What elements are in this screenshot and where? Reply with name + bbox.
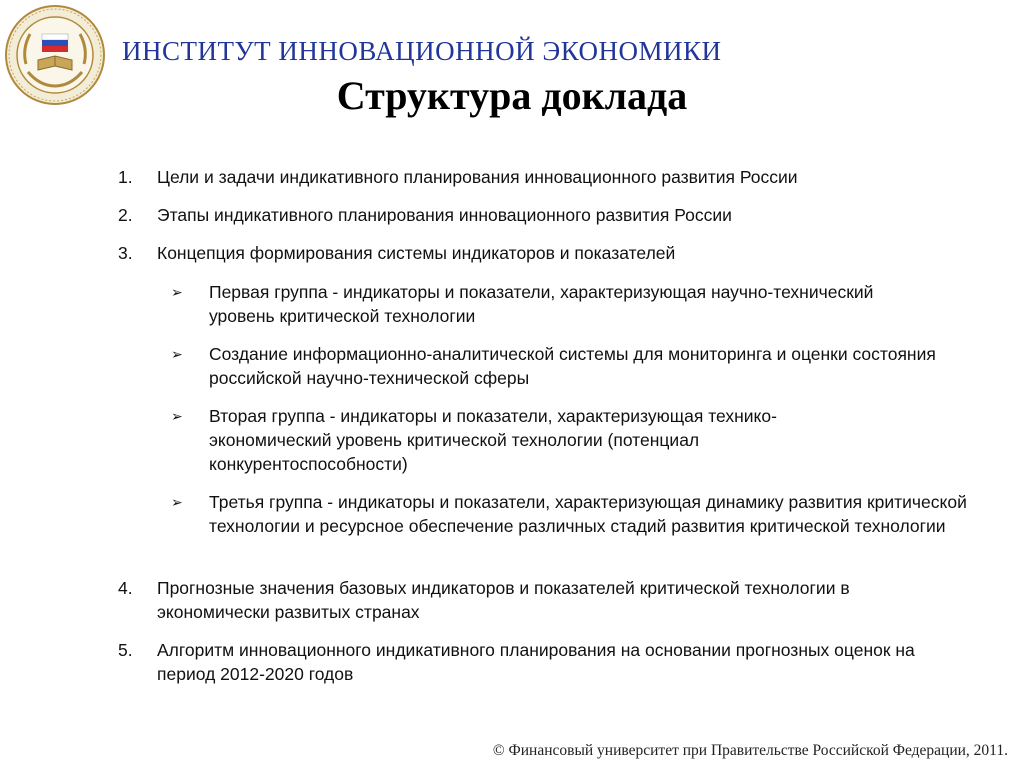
page-title: Структура доклада bbox=[336, 73, 688, 118]
list-item-number: 3. bbox=[118, 243, 133, 263]
list-item-text: Прогнозные значения базовых индикаторов и показателей критической технологии в экономически развитых странах bbox=[157, 578, 850, 622]
arrow-bullet-icon: ➢ bbox=[171, 408, 183, 424]
list-item-text: Концепция формирования системы индикаторов и показателей bbox=[157, 243, 676, 263]
sub-list-item-text: Третья группа - индикаторы и показатели, характеризующая динамику развития критической технологии и ресурсное обеспечение различных стадий развития критической технологии bbox=[209, 492, 967, 536]
list-item-number: 2. bbox=[118, 205, 133, 225]
institute-name: ИНСТИТУТ ИННОВАЦИОННОЙ ЭКОНОМИКИ bbox=[122, 36, 722, 66]
list-item-text: Цели и задачи индикативного планирования инновационного развития России bbox=[157, 167, 798, 187]
list-item-text: Алгоритм инновационного индикативного планирования на основании прогнозных оценок на период 2012-2020 годов bbox=[157, 640, 915, 684]
list-item-text: Этапы индикативного планирования инновационного развития России bbox=[157, 205, 732, 225]
arrow-bullet-icon: ➢ bbox=[171, 284, 183, 300]
list-item-number: 4. bbox=[118, 578, 133, 598]
arrow-bullet-icon: ➢ bbox=[171, 494, 183, 510]
sub-list-item-text: Первая группа - индикаторы и показатели, характеризующая научно-технический уровень критической технологии bbox=[209, 282, 874, 326]
arrow-bullet-icon: ➢ bbox=[171, 346, 183, 362]
sub-list-item-text: Вторая группа - индикаторы и показатели, характеризующая технико-экономический уровень критической технологии (потенциал конкурентоспособности) bbox=[209, 406, 777, 474]
list-item-number: 1. bbox=[118, 167, 133, 187]
sub-list-item-text: Создание информационно-аналитической системы для мониторинга и оценки состояния российской научно-технической сферы bbox=[209, 344, 936, 388]
copyright-footer: © Финансовый университет при Правительстве Российской Федерации, 2011. bbox=[492, 742, 1008, 759]
list-item-number: 5. bbox=[118, 640, 133, 660]
